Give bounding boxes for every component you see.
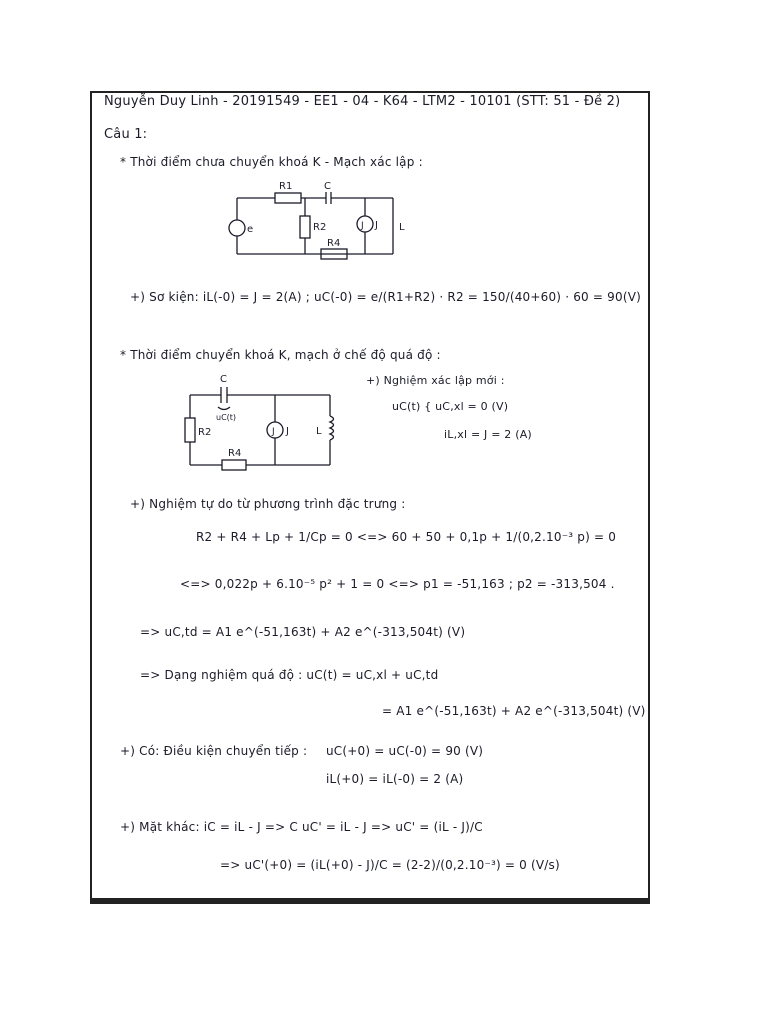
transient-form-expression: = A1 e^(-51,163t) + A2 e^(-313,504t) (V) bbox=[382, 704, 646, 718]
j-label: J bbox=[375, 220, 378, 231]
transition-conditions-title: +) Có: Điều kiện chuyển tiếp : bbox=[120, 744, 308, 758]
initial-conditions-line: +) Sơ kiện: iL(-0) = J = 2(A) ; uC(-0) = e/(R1+R2) · R2 = 150/(40+60) · 60 = 90(V) bbox=[130, 290, 642, 304]
r4-label: R4 bbox=[327, 238, 341, 249]
question-label: Câu 1: bbox=[104, 127, 148, 142]
characteristic-equation: R2 + R4 + Lp + 1/Cp = 0 <=> 60 + 50 + 0,1p + 1/(0,2.10⁻³ p) = 0 bbox=[196, 530, 617, 544]
j-symbol: J bbox=[361, 221, 364, 231]
new-steady-state-il: iL,xl = J = 2 (A) bbox=[444, 428, 532, 441]
section-2-heading: * Thời điểm chuyển khoá K, mạch ở chế độ quá độ : bbox=[120, 348, 441, 362]
l-label-2: L bbox=[316, 426, 322, 437]
free-response-form: => uC,td = A1 e^(-51,163t) + A2 e^(-313,504t) (V) bbox=[140, 625, 466, 639]
uc-label: uC(t) bbox=[216, 413, 237, 422]
characteristic-roots: <=> 0,022p + 6.10⁻⁵ p² + 1 = 0 <=> p1 = -51,163 ; p2 = -313,504 . bbox=[180, 577, 615, 591]
r4-label-2: R4 bbox=[228, 448, 242, 459]
j-label-2: J bbox=[286, 426, 289, 437]
r2-label-2: R2 bbox=[198, 427, 212, 438]
student-header: Nguyễn Duy Linh - 20191549 - EE1 - 04 - K64 - LTM2 - 10101 (STT: 51 - Đề 2) bbox=[104, 94, 621, 109]
new-steady-state-uc: uC(t) { uC,xl = 0 (V) bbox=[392, 400, 509, 413]
r2-label: R2 bbox=[313, 222, 327, 233]
section-1-heading: * Thời điểm chưa chuyển khoá K - Mạch xác lập : bbox=[120, 155, 423, 169]
l-label: L bbox=[399, 222, 405, 233]
new-steady-state-title: +) Nghiệm xác lập mới : bbox=[366, 374, 505, 387]
page-bottom-edge bbox=[90, 898, 650, 904]
derivative-initial-value: => uC'(+0) = (iL(+0) - J)/C = (2-2)/(0,2.10⁻³) = 0 (V/s) bbox=[220, 858, 560, 872]
transition-condition-il: iL(+0) = iL(-0) = 2 (A) bbox=[326, 772, 464, 786]
transition-condition-uc: uC(+0) = uC(-0) = 90 (V) bbox=[326, 744, 484, 758]
e-label: e bbox=[247, 224, 254, 235]
circuit-diagram-1 bbox=[225, 178, 425, 268]
c-label-2: C bbox=[220, 374, 227, 385]
free-response-title: +) Nghiệm tự do từ phương trình đặc trưng : bbox=[130, 497, 406, 511]
derivative-relation: +) Mặt khác: iC = iL - J => C uC' = iL - J => uC' = (iL - J)/C bbox=[120, 820, 483, 834]
r1-label: R1 bbox=[279, 181, 293, 192]
c-label: C bbox=[324, 181, 331, 192]
j-symbol-2: J bbox=[272, 427, 275, 437]
circuit-diagram-2 bbox=[180, 370, 350, 480]
transient-form-title: => Dạng nghiệm quá độ : uC(t) = uC,xl + uC,td bbox=[140, 668, 439, 682]
